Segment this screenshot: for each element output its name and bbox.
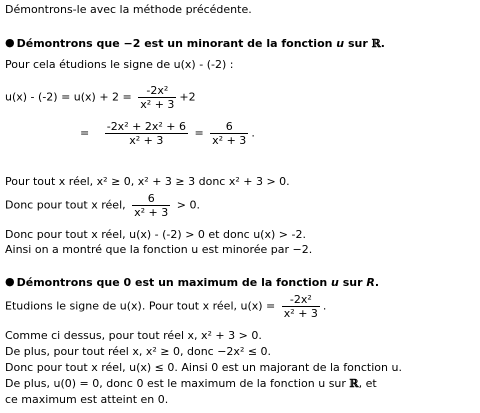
s2-text1-pre: Etudions le signe de u(x). Pour tout x réel, u(x) = — [5, 299, 276, 313]
text3-post: > 0. — [176, 198, 200, 212]
section1-heading-var: u — [336, 37, 345, 50]
section2-text2: Comme ci dessus, pour tout réel x, x² + 3 > 0. — [5, 329, 262, 342]
s2-text1-end: . — [322, 299, 327, 313]
s2-fraction — [282, 293, 320, 320]
s2-text5-end: , et — [358, 377, 377, 390]
section1-heading-end: . — [380, 37, 385, 50]
section2-heading-var: u — [331, 276, 339, 289]
s2-numerator: -2x² — [289, 293, 312, 306]
section2-text4: Donc pour tout x réel, u(x) ≤ 0. Ainsi 0 est un majorant de la fonction u. — [5, 361, 402, 374]
eq2-numerator2: 6 — [225, 120, 233, 133]
section2-heading — [5, 276, 379, 290]
section1-text3 — [5, 192, 200, 219]
eq1-lhs: u(x) - (-2) = u(x) + 2 = — [5, 90, 132, 104]
section1-heading-sur: sur — [344, 37, 372, 50]
eq2-equals: = — [80, 126, 90, 140]
bullet-icon: ● — [5, 275, 15, 288]
eq1-tail: +2 — [179, 90, 196, 104]
section1-text1: Pour cela étudions le signe de u(x) - (-2) : — [5, 58, 234, 71]
bullet-icon: ● — [5, 36, 15, 49]
eq2-equals2: = — [194, 126, 204, 140]
section1-text4: Donc pour tout x réel, u(x) - (-2) > 0 et donc u(x) > -2. — [5, 228, 306, 241]
section2-heading-sur: sur — [338, 276, 367, 289]
eq2-end: . — [251, 126, 255, 140]
text3-denominator: x² + 3 — [134, 206, 169, 219]
text3-numerator: 6 — [147, 192, 155, 205]
intro-text: Démontrons-le avec la méthode précédente. — [5, 3, 252, 16]
eq1-numerator: -2x² — [146, 84, 169, 97]
section1-heading-set: ℝ — [371, 37, 381, 50]
s2-text5-set: ℝ — [349, 377, 359, 390]
section1-heading-text: Démontrons que −2 est un minorant de la fonction — [16, 37, 337, 50]
eq2-fraction2 — [210, 120, 248, 147]
eq1-denominator: x² + 3 — [140, 98, 175, 111]
section2-text1 — [5, 293, 326, 320]
eq2-fraction1 — [105, 120, 188, 147]
eq2-numerator1: -2x² + 2x² + 6 — [106, 120, 186, 133]
eq2-denominator1: x² + 3 — [105, 133, 188, 147]
s2-denominator: x² + 3 — [283, 307, 318, 320]
section2-text5 — [5, 377, 377, 391]
eq1-fraction — [138, 84, 176, 111]
section2-heading-text: Démontrons que 0 est un maximum de la fonction — [16, 276, 332, 289]
text3-fraction — [132, 192, 170, 219]
section2-text3: De plus, pour tout réel x, x² ≥ 0, donc −2x² ≤ 0. — [5, 345, 272, 358]
section1-equation2 — [80, 120, 255, 147]
text3-pre: Donc pour tout x réel, — [5, 198, 126, 212]
s2-text5-pre: De plus, u(0) = 0, donc 0 est le maximum de la fonction u sur — [5, 377, 350, 390]
section1-text5: Ainsi on a montré que la fonction u est minorée par −2. — [5, 243, 313, 256]
section2-heading-end: . — [374, 276, 380, 289]
section1-equation1 — [5, 84, 196, 111]
section1-text2: Pour tout x réel, x² ≥ 0, x² + 3 ≥ 3 donc x² + 3 > 0. — [5, 175, 290, 188]
section2-text6: ce maximum est atteint en 0. — [5, 393, 169, 406]
section2-heading-set: R — [366, 276, 375, 289]
eq2-denominator2: x² + 3 — [212, 134, 247, 147]
section1-heading — [5, 37, 385, 51]
